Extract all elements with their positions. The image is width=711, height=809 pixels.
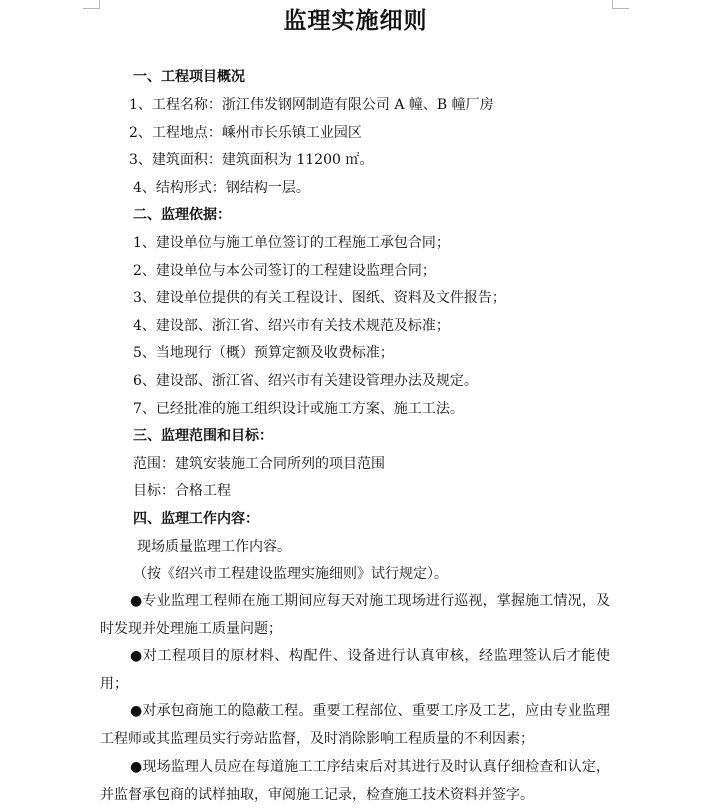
section-heading-basis: 二、监理依据： [133, 207, 231, 223]
scope-line: 范围：建筑安装施工合同所列的项目范围 [133, 456, 385, 472]
basis-item: 5、当地现行（概）预算定额及收费标准； [133, 345, 394, 361]
project-name-line: 1、工程名称：浙江伟发钢网制造有限公司 A 幢、B 幢厂房 [129, 97, 494, 113]
basis-item: 6、建设部、浙江省、绍兴市有关建设管理办法及规定。 [133, 373, 478, 389]
bullet-paragraph: ●专业监理工程师在施工期间应每天对施工现场进行巡视，掌握施工情况，及时发现并处理施工质量问题； [100, 593, 610, 637]
basis-item: 1、建设单位与施工单位签订的工程施工承包合同； [133, 235, 450, 251]
work-content-line: 现场质量监理工作内容。 [137, 539, 291, 555]
regulation-reference-line: （按《绍兴市工程建设监理实施细则》试行规定）。 [133, 566, 448, 582]
structure-type-line: 4、结构形式：钢结构一层。 [133, 180, 310, 196]
bullet-paragraph: ●现场监理人员应在每道施工工序结束后对其进行及时认真仔细检查和认定，并监督承包商的试样抽取，审阅施工记录，检查施工技术资料并签字。 [100, 759, 610, 803]
goal-line: 目标：合格工程 [133, 483, 231, 499]
section-heading-work-content: 四、监理工作内容： [133, 511, 259, 527]
section-heading-overview: 一、工程项目概况 [133, 69, 245, 85]
section-heading-scope: 三、监理范围和目标： [133, 428, 273, 444]
basis-item: 2、建设单位与本公司签订的工程建设监理合同； [133, 263, 436, 279]
bullet-paragraph: ●对工程项目的原材料、构配件、设备进行认真审核，经监理签认后才能使用； [100, 648, 610, 692]
project-location-line: 2、工程地点：嵊州市长乐镇工业园区 [129, 125, 362, 141]
basis-item: 3、建设单位提供的有关工程设计、图纸、资料及文件报告； [133, 290, 506, 306]
basis-item: 4、建设部、浙江省、绍兴市有关技术规范及标准； [133, 318, 450, 334]
bullet-paragraph: ●对承包商施工的隐蔽工程。重要工程部位、重要工序及工艺，应由专业监理工程师或其监理员实行旁站监督，及时消除影响工程质量的不利因素； [100, 703, 610, 747]
document-title: 监理实施细则 [283, 8, 428, 34]
building-area-line: 3、建筑面积：建筑面积为 11200 ㎡。 [129, 152, 374, 168]
basis-item: 7、已经批准的施工组织设计或施工方案、施工工法。 [133, 401, 464, 417]
